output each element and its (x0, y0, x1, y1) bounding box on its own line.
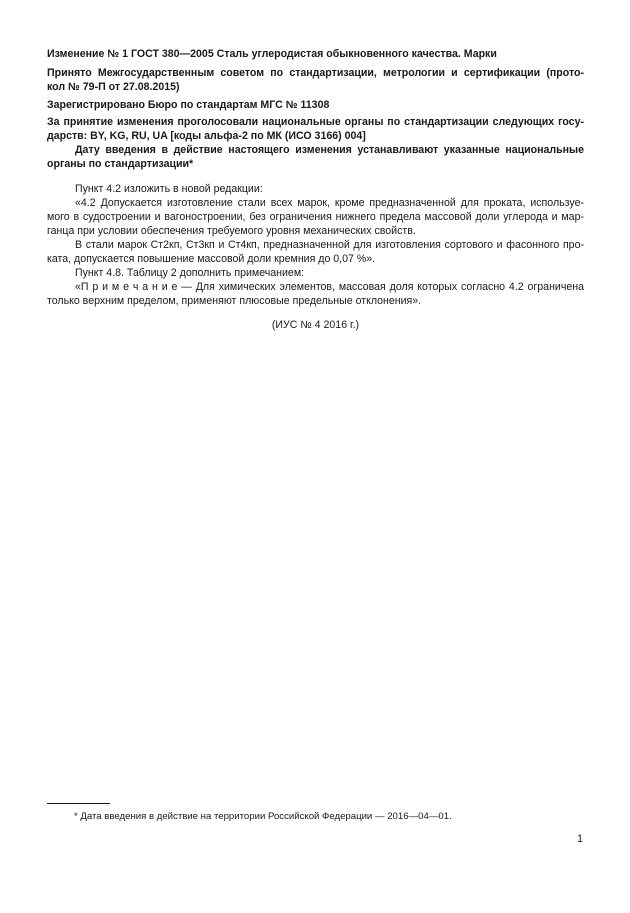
amendment-body (47, 182, 584, 308)
adopted-line-2: кол № 79-П от 27.08.2015) (47, 81, 180, 93)
paragraph-item-4-2-intro: Пункт 4.2 изложить в новой редакции: (75, 183, 263, 195)
footnote: * Дата введения в действие на территории Российской Федерации — 2016—04—01. (74, 811, 452, 822)
date-line-2: органы по стандартизации* (47, 158, 194, 170)
ius-reference (47, 318, 584, 332)
paragraph-steel-grades-line-1: В стали марок Ст2кп, Ст3кп и Ст4кп, предназначенной для изготовления сортового и фасонного про- (75, 239, 584, 251)
adopted-statement (47, 66, 584, 94)
title-text: Изменение № 1 ГОСТ 380—2005 Сталь углеродистая обыкновенного качества. Марки (47, 48, 497, 60)
page-number: 1 (577, 833, 583, 845)
registered-text: Зарегистрировано Бюро по стандартам МГС № 11308 (47, 99, 330, 111)
voted-line-2: дарств: BY, KG, RU, UA [коды альфа-2 по МК (ИСО 3166) 004] (47, 130, 366, 142)
voting-statement (47, 115, 584, 143)
paragraph-4-2-line-3: ганца при условии обеспечения требуемого уровня механических свойств. (47, 225, 416, 237)
note-line-2: только верхним пределом, применяют плюсовые предельные отклонения». (47, 295, 422, 307)
adopted-line-1: Принято Межгосударственным советом по стандартизации, метрологии и сертификации (прото- (47, 67, 584, 79)
effective-date-statement (47, 143, 584, 171)
paragraph-item-4-8-intro: Пункт 4.8. Таблицу 2 дополнить примечанием: (75, 267, 305, 279)
date-line-1: Дату введения в действие настоящего изменения устанавливают указанные национальные (75, 144, 584, 156)
voted-line-1: За принятие изменения проголосовали национальные органы по стандартизации следующих госу- (47, 116, 584, 128)
paragraph-4-2-line-1: «4.2 Допускается изготовление стали всех марок, кроме предназначенной для проката, используе- (75, 197, 584, 209)
note-line-1: «П р и м е ч а н и е — Для химических элементов, массовая доля которых согласно 4.2 ограничена (75, 281, 584, 293)
registration-statement (47, 98, 584, 112)
amendment-title (47, 47, 584, 61)
footnote-divider (47, 803, 110, 804)
paragraph-steel-grades-line-2: ката, допускается повышение массовой доли кремния до 0,07 %». (47, 253, 376, 265)
ius-text: (ИУС № 4 2016 г.) (271, 319, 360, 331)
paragraph-4-2-line-2: мого в судостроении и вагоностроении, без ограничения нижнего предела массовой доли углерода и мар- (47, 211, 584, 223)
